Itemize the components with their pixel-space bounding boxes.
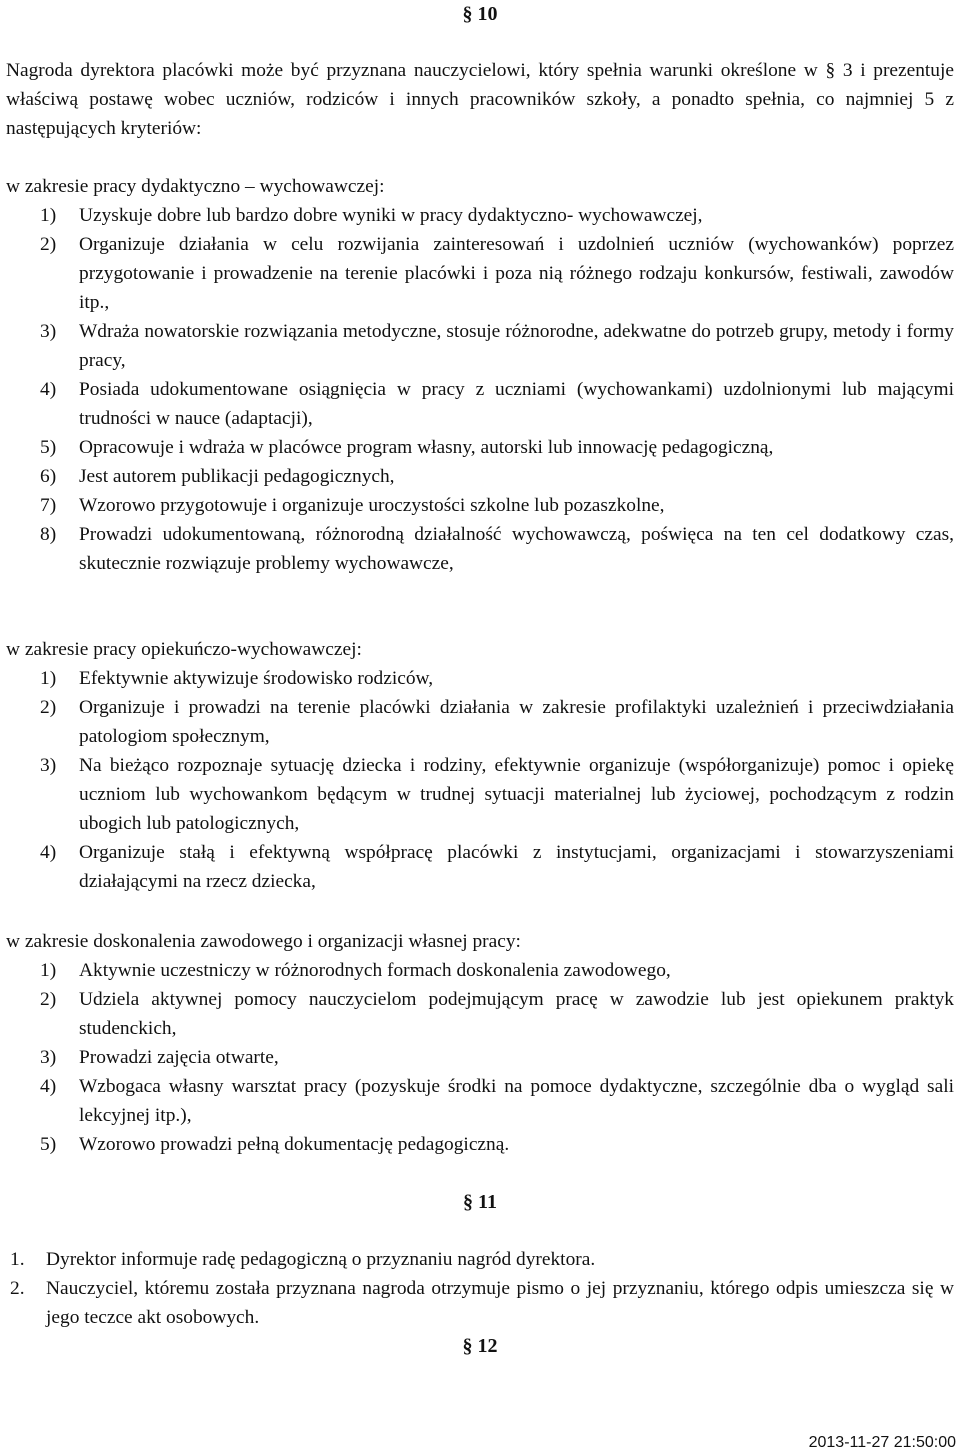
- criteria-group-care: [6, 635, 954, 896]
- section-11-mark: § 11: [463, 1191, 497, 1213]
- list-item: 5) Opracowuje i wdraża w placówce program własny, autorski lub innowację pedagogiczną,: [40, 437, 774, 458]
- section-12-mark: § 12: [462, 1335, 498, 1357]
- criteria-list: [6, 201, 954, 578]
- section-10-intro: [6, 56, 954, 143]
- section-11-list: [6, 1245, 954, 1332]
- section-10-mark: § 10: [462, 3, 498, 25]
- list-item: 1. Dyrektor informuje radę pedagogiczną o przyznaniu nagród dyrektora.: [10, 1249, 596, 1270]
- list-item: 2) Organizuje działania w celu rozwijania zainteresowań i uzdolnień uczniów (wychowanków) poprzez przygotowanie i prowadzenie na terenie placówki i poza nią różnego rodzaju konkursów, festiwali, zawodów itp.,: [40, 234, 954, 313]
- list-item: 3) Na bieżąco rozpoznaje sytuację dziecka i rodziny, efektywnie organizuje (współorganizuje) pomoc i opiekę uczniom lub wychowankom będącym w trudnej sytuacji materialnej lub życiowej, pochodzącym z rodzin ubogich lub patologicznych,: [40, 755, 954, 834]
- list-item: 3) Wdraża nowatorskie rozwiązania metodyczne, stosuje różnorodne, adekwatne do potrzeb grupy, metody i formy pracy,: [40, 321, 954, 371]
- group-heading: w zakresie pracy opiekuńczo-wychowawczej:: [6, 639, 362, 660]
- list-item: 2) Udziela aktywnej pomocy nauczycielom podejmującym pracę w zawodzie lub jest opiekunem praktyk studenckich,: [40, 989, 954, 1039]
- list-item: 2. Nauczyciel, któremu została przyznana nagroda otrzymuje pismo o jej przyznaniu, którego odpis umieszcza się w jego teczce akt osobowych.: [10, 1278, 954, 1328]
- group-heading: w zakresie pracy dydaktyczno – wychowawczej:: [6, 176, 385, 197]
- list-item: 1) Aktywnie uczestniczy w różnorodnych formach doskonalenia zawodowego,: [40, 960, 671, 981]
- list-item: 4) Organizuje stałą i efektywną współpracę placówki z instytucjami, organizacjami i stowarzyszeniami działającymi na rzecz dziecka,: [40, 842, 954, 892]
- section-11-body: [6, 1245, 954, 1332]
- list-item: 4) Wzbogaca własny warsztat pracy (pozyskuje środki na pomoce dydaktyczne, szczególnie dba o wygląd sali lekcyjnej itp.),: [40, 1076, 954, 1126]
- list-item: 6) Jest autorem publikacji pedagogicznych,: [40, 466, 395, 487]
- list-item: 2) Organizuje i prowadzi na terenie placówki działania w zakresie profilaktyki uzależnień i przeciwdziałania patologiom społecznym,: [40, 697, 954, 747]
- criteria-list: [6, 664, 954, 896]
- list-item: 8) Prowadzi udokumentowaną, różnorodną działalność wychowawczą, poświęca na ten cel dodatkowy czas, skutecznie rozwiązuje problemy wychowawcze,: [40, 524, 954, 574]
- list-item: 3) Prowadzi zajęcia otwarte,: [40, 1047, 279, 1068]
- list-item: 1) Efektywnie aktywizuje środowisko rodziców,: [40, 668, 434, 689]
- intro-paragraph: Nagroda dyrektora placówki może być przyznana nauczycielowi, który spełnia warunki określone w § 3 i prezentuje właściwą postawę wobec uczniów, rodziców i innych pracowników szkoły, a ponadto spełnia, co najmniej 5 z następujących kryteriów:: [6, 60, 954, 139]
- criteria-list: [6, 956, 954, 1159]
- list-item: 4) Posiada udokumentowane osiągnięcia w pracy z uczniami (wychowankami) uzdolnionymi lub mającymi trudności w nauce (adaptacji),: [40, 379, 954, 429]
- criteria-group-didactic: [6, 172, 954, 578]
- list-item: 5) Wzorowo prowadzi pełną dokumentację pedagogiczną.: [40, 1134, 510, 1155]
- criteria-group-development: [6, 927, 954, 1159]
- list-item: 7) Wzorowo przygotowuje i organizuje uroczystości szkolne lub pozaszkolne,: [40, 495, 665, 516]
- footer-timestamp: 2013-11-27 21:50:00: [808, 1434, 956, 1451]
- group-heading: w zakresie doskonalenia zawodowego i organizacji własnej pracy:: [6, 931, 521, 952]
- list-item: 1) Uzyskuje dobre lub bardzo dobre wyniki w pracy dydaktyczno- wychowawczej,: [40, 205, 703, 226]
